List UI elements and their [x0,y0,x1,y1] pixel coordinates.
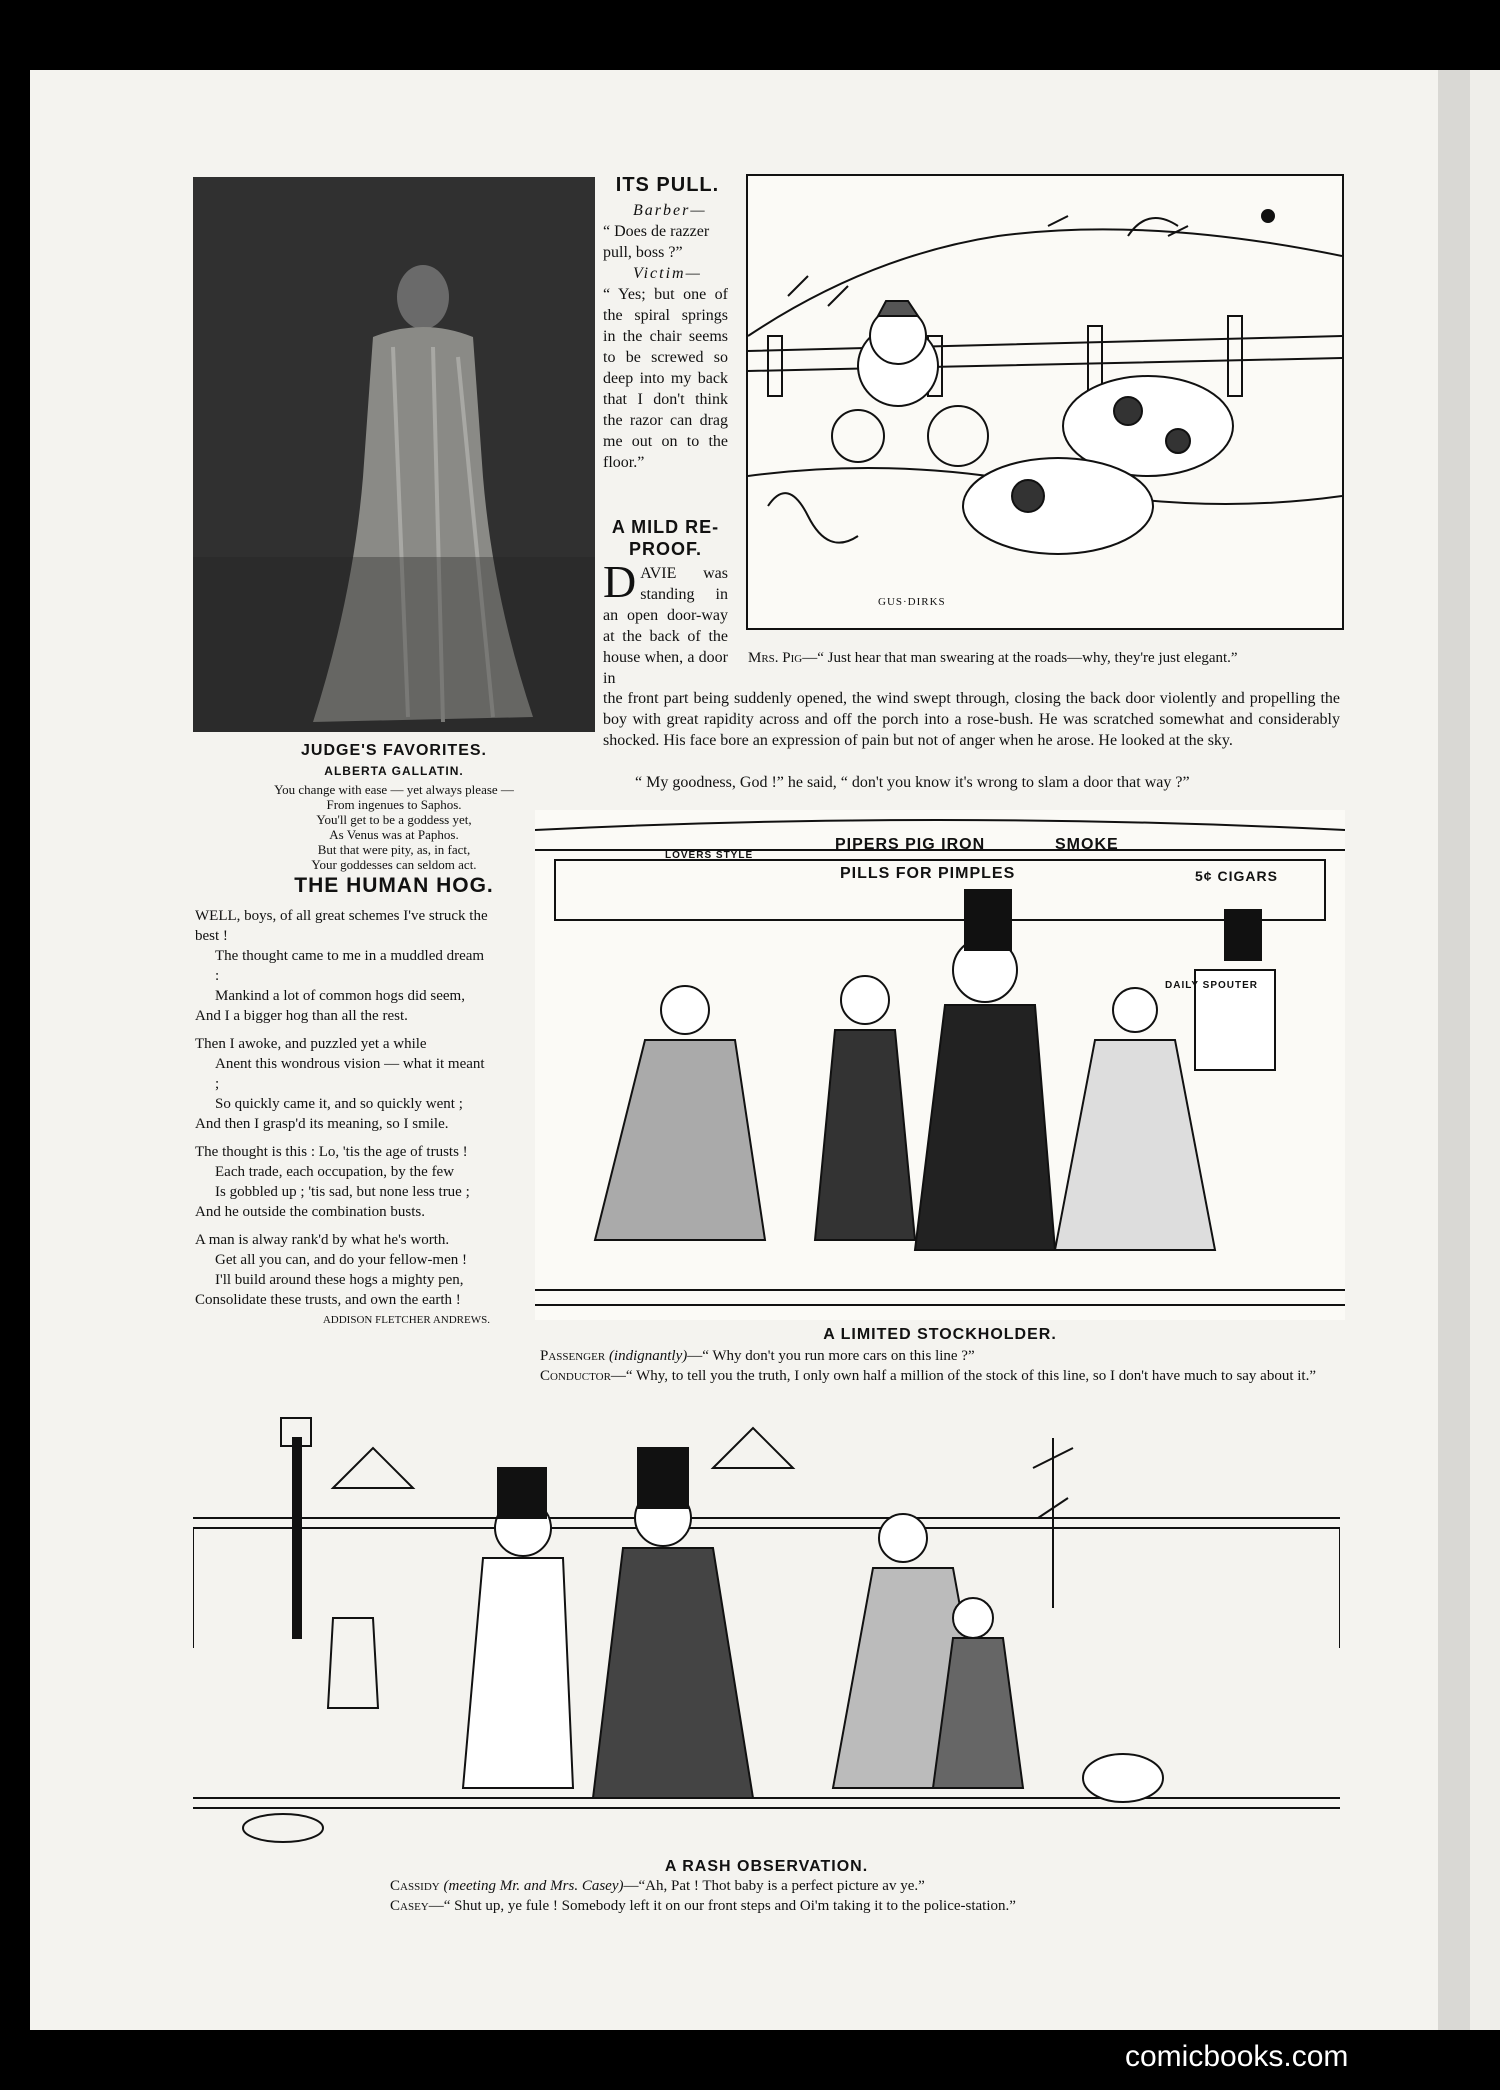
facing-page-edge [1470,70,1500,2030]
victim-line: “ Yes; but one of the spiral springs in the chair seems to be screwed so deep into my back that I don't think the razor can drag me out on to the floor.” [603,286,728,471]
casey-speaker: Casey [390,1898,429,1914]
its-pull-text [603,200,728,473]
poem-line: I'll build around these hogs a mighty pen, [215,1272,464,1288]
poem-line: The thought is this : Lo, 'tis the age of trusts ! [195,1144,468,1160]
cassidy-line [390,1876,1290,1896]
judges-favorites-title: JUDGE'S FAVORITES. [301,742,487,759]
poem-line: Is gobbled up ; 'tis sad, but none less true ; [215,1184,470,1200]
poem-line: And he outside the combination busts. [195,1204,425,1220]
pig-cartoon [746,174,1344,630]
verse-line: Your goddesses can seldom act. [311,857,477,872]
poem-line: So quickly came it, and so quickly went ; [215,1096,463,1112]
its-pull-title: ITS PULL. [615,174,720,196]
speaker-barber: Barber— [633,202,707,219]
verse-line: You change with ease — yet always please — [274,782,514,797]
streetcar-caption [540,1346,1340,1386]
portrait-photo [193,177,595,732]
poem-line: And I a bigger hog than all the rest. [195,1008,408,1024]
sign-pills: PILLS FOR PIMPLES [840,865,1016,882]
street-scene-title: A RASH OBSERVATION. [664,1858,869,1875]
verse-line: From ingenues to Saphos. [326,797,462,812]
sign-cigars: 5¢ CIGARS [1195,868,1278,884]
verse-line: But that were pity, as, in fact, [317,842,471,857]
street-scene-caption [390,1876,1290,1916]
watermark-text: comicbooks.com [1125,2040,1349,2073]
mild-reproof-body: the front part being suddenly opened, the wind swept through, closing the back door violently and propelling the boy with great rapidity across and off the porch into a rose-bush. He was scratched somewhat and considerably shocked. His face bore an expression of pain but not of anger when he arose. He looked at the sky. [603,690,1340,749]
mild-reproof-title: A MILD RE-PROOF. [611,517,720,559]
passenger-note: (indignantly) [608,1348,688,1364]
passenger-speaker: Passenger [540,1348,606,1364]
casey-line [390,1896,1290,1916]
sign-daily-spouter: DAILY SPOUTER [1165,980,1259,991]
passenger-text: —“ Why don't you run more cars on this line ?” [687,1348,975,1364]
verse-line: As Venus was at Paphos. [329,827,459,842]
human-hog-title: THE HUMAN HOG. [294,874,494,897]
cassidy-speaker: Cassidy [390,1878,440,1894]
poem-line: And then I grasp'd its meaning, so I smile. [195,1116,449,1132]
poem-line: Mankind a lot of common hogs did seem, [215,988,465,1004]
sign-smoke: SMOKE [1055,836,1119,853]
barber-line: “ Does de razzer pull, boss ?” [603,223,710,261]
mild-reproof-column [603,556,728,689]
poem-line: Each trade, each occupation, by the few [215,1164,455,1180]
poem-line: Get all you can, and do your fellow-men ! [215,1252,468,1268]
sign-pig-iron: PIPERS PIG IRON [835,836,986,853]
casey-text: —“ Shut up, ye fule ! Somebody left it on our front steps and Oi'm taking it to the police-station.” [428,1898,1016,1914]
cassidy-note: (meeting Mr. and Mrs. Casey) [443,1878,624,1894]
page-gutter [1438,70,1470,2030]
poem-line: WELL, boys, of all great schemes I've struck the best ! [195,908,488,944]
artist-signature: GUS·DIRKS [878,596,946,608]
conductor-line [540,1366,1340,1386]
poem-line: Anent this wondrous vision — what it meant ; [215,1056,485,1092]
conductor-text: —“ Why, to tell you the truth, I only own half a million of the stock of this line, so I don't have much to say about it.” [610,1368,1317,1384]
poem-line: Consolidate these trusts, and own the earth ! [195,1292,461,1308]
pig-cartoon-caption [748,648,1342,668]
poem-line: Then I awoke, and puzzled yet a while [195,1036,427,1052]
verse-line: You'll get to be a goddess yet, [316,812,472,827]
passenger-line [540,1346,1340,1366]
poem-line: A man is alway rank'd by what he's worth. [195,1232,450,1248]
human-hog-poem [195,906,490,1330]
streetcar-title: A LIMITED STOCKHOLDER. [823,1326,1057,1343]
mild-reproof-opening: AVIE was standing in an open door-way at the back of the house when, a door in [603,565,728,687]
mild-reproof-quote: “ My goodness, God !” he said, “ don't you know it's wrong to slam a door that way ?” [635,774,1190,791]
conductor-speaker: Conductor [540,1368,611,1384]
drop-cap: D [603,556,637,607]
cassidy-text: —“Ah, Pat ! Thot baby is a perfect picture av ye.” [623,1878,925,1894]
judges-favorites-name: ALBERTA GALLATIN. [324,764,464,778]
fence [748,316,1342,396]
caption-text: —“ Just hear that man swearing at the roads—why, they're just elegant.” [802,650,1238,666]
speaker-victim: Victim— [633,265,702,282]
street-scene-cartoon [193,1408,1340,1848]
sign-lovers-style: LOVERS STYLE [665,850,754,861]
caption-speaker: Mrs. Pig [748,650,803,666]
streetcar-cartoon [535,810,1345,1320]
poem-line: The thought came to me in a muddled dream : [215,948,485,984]
poem-author: ADDISON FLETCHER ANDREWS. [322,1314,490,1326]
